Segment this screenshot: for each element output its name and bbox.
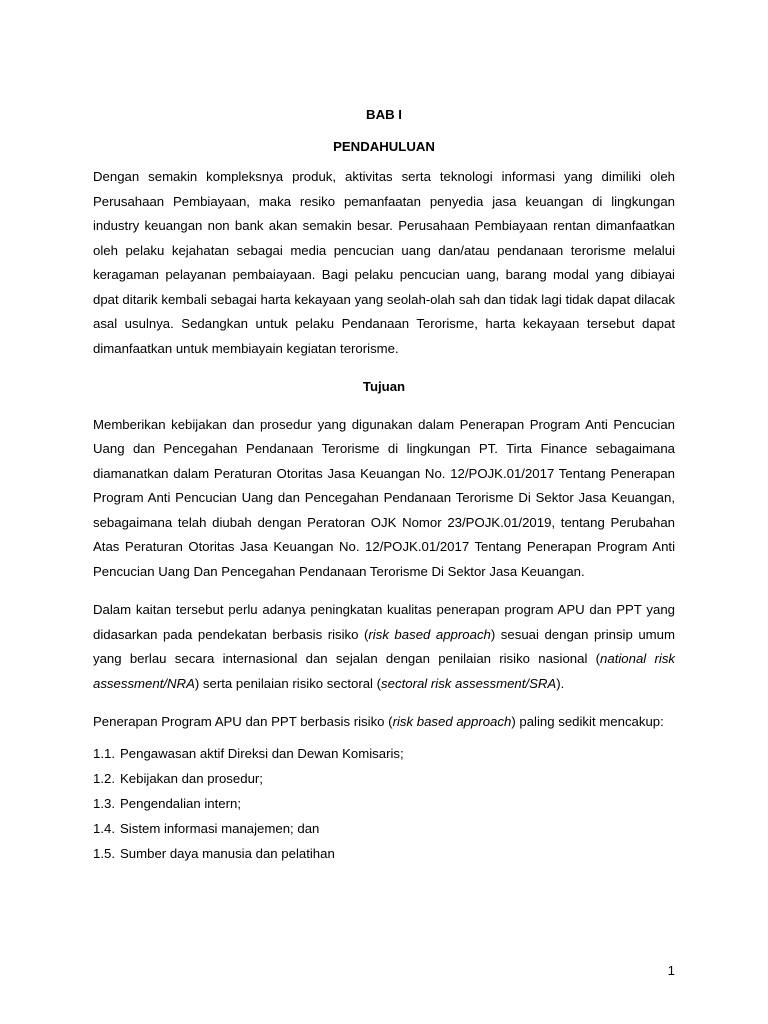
- list-item: [93, 742, 675, 767]
- context-italic-2: national risk assessment/NRA: [93, 651, 676, 691]
- page-content: [93, 103, 675, 867]
- context-italic-1: risk based approach: [368, 626, 491, 642]
- intro-paragraph: Dengan semakin kompleksnya produk, aktivitas serta teknologi informasi yang dimiliki oleh Perusahaan Pembiayaan, maka resiko pemanfaatan penyedia jasa keuangan di lingkungan industry keuangan non bank akan semakin besar. Perusahaan Pembiayaan rentan dimanfaatkan oleh pelaku kejahatan sebagai media pencucian uang dan/atau pendanaan terorisme melalui keragaman pelayanan pembaiayaan. Bagi pelaku pencucian uang, barang modal yang dibiayai dpat ditarik kembali sebagai harta kekayaan yang seolah-olah sah dan tidak lagi tidak dapat dilacak asal usulnya. Sedangkan untuk pelaku Pendanaan Terorisme, harta kekayaan tersebut dapat dimanfaatkan untuk membiayain kegiatan terorisme.: [93, 169, 675, 356]
- context-text-4: ).: [556, 675, 565, 691]
- scope-list: [93, 742, 675, 867]
- list-item: [93, 842, 675, 867]
- scope-text-2: ) paling sedikit mencakup:: [511, 714, 664, 729]
- scope-italic: risk based approach: [392, 714, 512, 729]
- context-italic-3: sectoral risk assessment/SRA: [381, 675, 557, 691]
- scope-lead-paragraph: [93, 710, 675, 735]
- list-item: [93, 792, 675, 817]
- scope-text-1: Penerapan Program APU dan PPT berbasis risiko (: [93, 714, 393, 729]
- list-item-text: Sumber daya manusia dan pelatihan: [120, 845, 335, 861]
- list-item: [93, 767, 675, 792]
- context-text-3: ) serta penilaian risiko sectoral (: [194, 675, 382, 691]
- list-item-number: 1.5.: [93, 845, 115, 861]
- list-item-number: 1.4.: [93, 820, 115, 836]
- chapter-heading: BAB I: [366, 107, 402, 122]
- page-number: 1: [667, 963, 675, 978]
- context-paragraph: [93, 598, 675, 696]
- section-title-tujuan: Tujuan: [362, 379, 406, 394]
- purpose-paragraph: Memberikan kebijakan dan prosedur yang digunakan dalam Penerapan Program Anti Pencucian Uang dan Pencegahan Pendanaan Terorisme di lingkungan PT. Tirta Finance sebagaimana diamanatkan dalam Peraturan Otoritas Jasa Keuangan No. 12/POJK.01/2017 Tentang Penerapan Program Anti Pencucian Uang dan Pencegahan Pendanaan Terorisme Di Sektor Jasa Keuangan, sebagaimana telah diubah dengan Peratoran OJK Nomor 23/POJK.01/2019, tentang Perubahan Atas Peraturan Otoritas Jasa Keuangan No. 12/POJK.01/2017 Tentang Penerapan Program Anti Pencucian Uang Dan Pencegahan Pendanaan Terorisme Di Sektor Jasa Keuangan.: [93, 416, 675, 579]
- list-item-number: 1.3.: [93, 795, 115, 811]
- list-item-number: 1.2.: [93, 770, 115, 786]
- list-item-text: Pengawasan aktif Direksi dan Dewan Komisaris;: [120, 745, 404, 761]
- chapter-title: PENDAHULUAN: [333, 138, 435, 154]
- context-text-1: Dalam kaitan tersebut perlu adanya peningkatan kualitas penerapan program APU dan PPT yang didasarkan pada pendekatan berbasis risiko (: [93, 602, 675, 642]
- list-item-text: Pengendalian intern;: [120, 795, 241, 811]
- list-item-number: 1.1.: [93, 745, 115, 761]
- context-text-2: ) sesuai dengan prinsip umum yang berlau secara internasional dan sejalan dengan penilaian risiko nasional (: [93, 626, 675, 666]
- list-item-text: Sistem informasi manajemen; dan: [120, 820, 320, 836]
- list-item: [93, 817, 675, 842]
- list-item-text: Kebijakan dan prosedur;: [120, 770, 263, 786]
